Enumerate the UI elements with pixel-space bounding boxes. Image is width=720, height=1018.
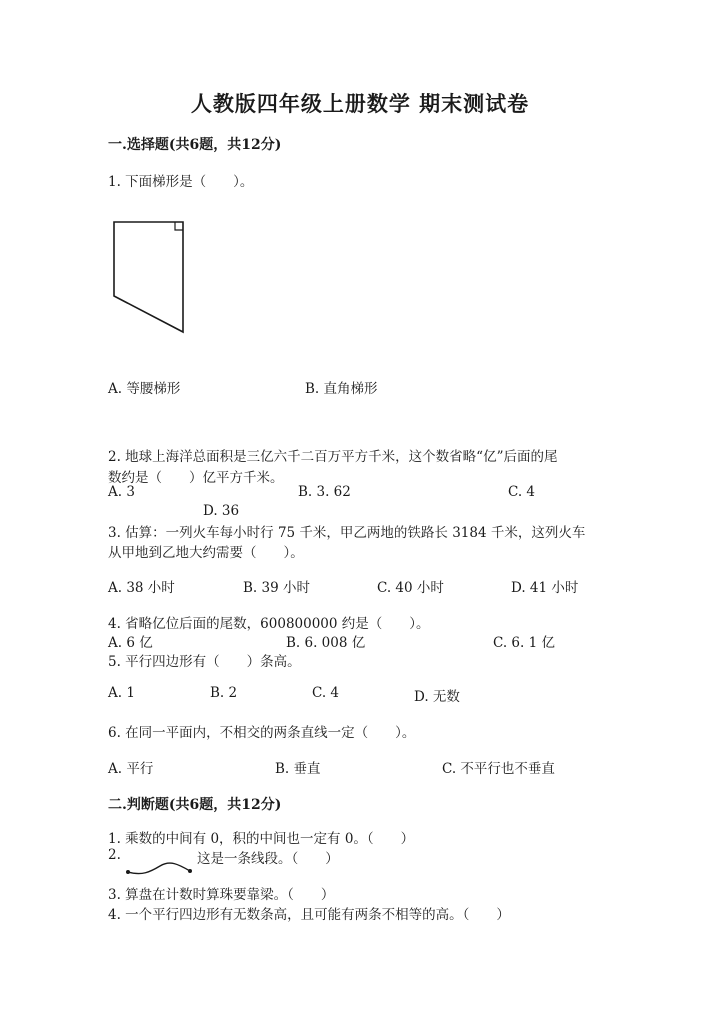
q4-option-c: C. 6. 1 亿 (493, 635, 555, 651)
wavy-line-figure (128, 863, 190, 874)
q4-option-a: A. 6 亿 (108, 635, 153, 651)
q5-option-c: C. 4 (312, 685, 340, 701)
section-heading-choice: 一.选择题(共6题，共12分) (108, 137, 282, 153)
q4-option-b: B. 6. 008 亿 (286, 635, 366, 651)
q5-option-d: D. 无数 (414, 689, 460, 705)
section-heading-judgment: 二.判断题(共6题，共12分) (108, 797, 282, 813)
question-4-stem: 4. 省略亿位后面的尾数，600800000 约是（ ）。 (108, 616, 430, 632)
q3-option-d: D. 41 小时 (511, 580, 579, 596)
q6-option-a: A. 平行 (108, 761, 154, 777)
q2-option-b: B. 3. 62 (298, 484, 351, 500)
q1-option-a: A. 等腰梯形 (108, 381, 181, 397)
q3-option-a: A. 38 小时 (108, 580, 175, 596)
q6-option-b: B. 垂直 (275, 761, 321, 777)
question-2-stem-line1: 2. 地球上海洋总面积是三亿六千二百万平方千米，这个数省略“亿”后面的尾 (108, 449, 558, 465)
question-6-stem: 6. 在同一平面内，不相交的两条直线一定（ ）。 (108, 725, 416, 741)
judgment-4: 4. 一个平行四边形有无数条高，且可能有两条不相等的高。（ ） (108, 907, 510, 923)
question-1-stem: 1. 下面梯形是（ ）。 (108, 174, 254, 190)
judgment-1: 1. 乘数的中间有 0，积的中间也一定有 0。（ ） (108, 831, 415, 847)
trapezoid-shape (114, 222, 183, 332)
question-3-stem-line1: 3. 估算：一列火车每小时行 75 千米，甲乙两地的铁路长 3184 千米，这列火车 (108, 525, 586, 541)
judgment-3: 3. 算盘在计数时算珠要靠梁。（ ） (108, 887, 335, 903)
wavy-line-endpoint-right (188, 869, 192, 873)
q5-option-b: B. 2 (210, 685, 238, 701)
q2-option-c: C. 4 (508, 484, 536, 500)
question-5-stem: 5. 平行四边形有（ ）条高。 (108, 654, 301, 670)
judgment-2-number: 2. (108, 847, 121, 863)
q5-option-a: A. 1 (108, 685, 135, 701)
judgment-2-text: 这是一条线段。（ ） (197, 851, 339, 867)
q3-option-b: B. 39 小时 (243, 580, 310, 596)
q6-option-c: C. 不平行也不垂直 (442, 761, 555, 777)
q2-option-d: D. 36 (203, 503, 240, 519)
question-2-stem-line2: 数约是（ ）亿平方千米。 (108, 470, 284, 486)
question-3-stem-line2: 从甲地到乙地大约需要（ ）。 (108, 545, 304, 561)
wavy-line-endpoint-left (126, 870, 130, 874)
q3-option-c: C. 40 小时 (377, 580, 444, 596)
right-angle-mark (175, 222, 183, 230)
q1-option-b: B. 直角梯形 (305, 381, 378, 397)
page-title: 人教版四年级上册数学 期末测试卷 (190, 91, 530, 116)
q2-option-a: A. 3 (108, 484, 135, 500)
